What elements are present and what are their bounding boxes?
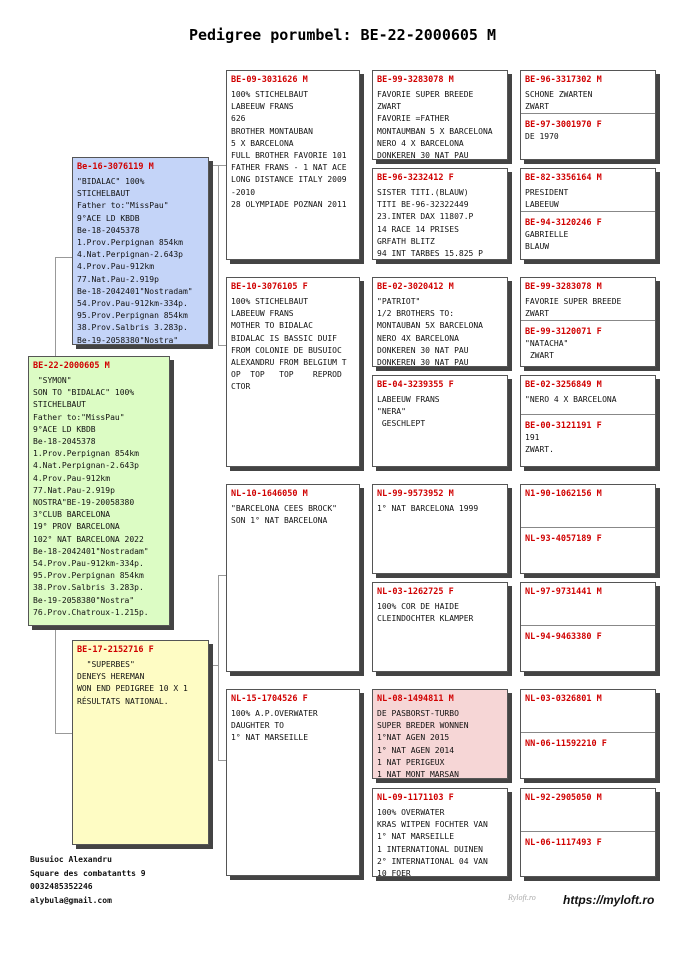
great-grandparent-notes	[373, 87, 507, 160]
great-grandparent-box[interactable]	[372, 689, 508, 779]
text-line: PRESIDENT	[525, 188, 569, 197]
text-line: "BARCELONA CEES BROCK"	[231, 504, 337, 513]
text-line: BIDALAC IS BASSIC DUIF	[231, 333, 337, 343]
text-line: CLEINDOCHTER KLAMPER	[377, 614, 474, 624]
dam-id: BE-17-2152716 F	[77, 645, 154, 655]
gen4-id: BE-82-3356164 M	[525, 173, 602, 183]
great-grandparent-notes	[373, 294, 507, 367]
grandparent-notes	[227, 294, 359, 396]
text-line: NERO 4X BARCELONA	[377, 333, 459, 343]
text-line: SON 1° NAT BARCELONA	[231, 516, 328, 526]
text-line: LABEEUW	[525, 200, 559, 210]
grandparent-box[interactable]	[226, 70, 360, 260]
text-line: DAUGHTER TO	[231, 721, 284, 731]
grandparent-box[interactable]	[226, 689, 360, 876]
text-line: "BIDALAC" 100%	[77, 177, 145, 186]
dam-box[interactable]	[72, 640, 209, 845]
text-line: KRAS WITPEN FOCHTER VAN	[377, 820, 488, 830]
text-line: "NERO 4 X BARCELONA	[525, 395, 617, 404]
text-line: Father to:"MissPau"	[77, 201, 169, 211]
text-line: 9°ACE LD KBDB	[77, 213, 140, 223]
text-line: DE PASBORST-TURBO	[377, 709, 459, 718]
gen4-pair-box[interactable]	[520, 689, 656, 779]
grandparent-id: NL-15-1704526 F	[231, 694, 308, 704]
great-grandparent-id: NL-09-1171103 F	[377, 793, 454, 803]
subject-notes	[29, 373, 169, 621]
text-line: FULL BROTHER FAVORIE 101	[231, 151, 347, 161]
signature: Ryloft.ro	[508, 893, 536, 902]
text-line: BLAUW	[525, 242, 550, 252]
grandparent-box[interactable]	[226, 484, 360, 672]
grandparent-id: BE-09-3031626 M	[231, 75, 308, 85]
gen4-notes	[521, 430, 558, 458]
gen4-notes	[521, 129, 563, 145]
text-line: 191	[525, 433, 540, 442]
gen4-id: N1-90-1062156 M	[525, 489, 602, 499]
gen4-id: NL-97-9731441 M	[525, 587, 602, 597]
text-line: 2° INTERNATIONAL 04 VAN	[377, 856, 488, 866]
text-line: "NERA"	[377, 407, 406, 417]
great-grandparent-id: BE-96-3232412 F	[377, 173, 454, 183]
text-line: 1° NAT BARCELONA 1999	[377, 504, 479, 513]
text-line: MOTHER TO BIDALAC	[231, 321, 313, 331]
text-line: 94 INT TARBES 15.825 P	[377, 249, 483, 259]
grandparent-id: NL-10-1646050 M	[231, 489, 308, 499]
text-line: LABEEUW FRANS	[231, 102, 294, 112]
text-line: 1° NAT AGEN 2014	[377, 745, 455, 755]
text-line: 76.Prov.Chatroux-1.215p.	[33, 607, 149, 617]
text-line: LONG DISTANCE ITALY 2009	[231, 175, 347, 185]
text-line: 4.Nat.Perpignan-2.643p	[33, 461, 139, 471]
text-line: 4.Prov.Pau-912km	[33, 473, 111, 483]
gen4-notes	[521, 392, 655, 408]
text-line: 626	[231, 114, 246, 124]
text-line: GABRIELLE	[525, 230, 569, 239]
text-line: 4.Prov.Pau-912km	[77, 262, 155, 272]
great-grandparent-notes	[373, 392, 507, 433]
text-line: MONTAUBAN 5X BARCELONA	[377, 321, 483, 331]
gen4-notes	[521, 227, 572, 255]
great-grandparent-id: NL-08-1494811 M	[377, 694, 454, 704]
text-line: DE 1970	[525, 132, 559, 141]
text-line: FAVORIE SUPER BREEDE	[377, 90, 474, 99]
text-line: SISTER TITI.(BLAUW)	[377, 188, 469, 197]
text-line: FAVORIE SUPER BREEDE	[525, 297, 622, 306]
text-line: FROM COLONIE DE BUSUIOC	[231, 345, 342, 355]
text-line: ZWART	[525, 102, 550, 112]
text-line: "PATRIOT"	[377, 297, 421, 306]
text-line: LABEEUW FRANS	[231, 309, 294, 319]
text-line: ALEXANDRU FROM BELGIUM T	[231, 358, 347, 368]
gen4-pair-box[interactable]	[520, 168, 656, 260]
gen4-pair-box[interactable]	[520, 277, 656, 367]
text-line: 54.Prov.Pau-912km-334p.	[33, 559, 144, 569]
text-line: 23.INTER DAX 11807.P	[377, 212, 474, 222]
great-grandparent-box[interactable]	[372, 277, 508, 367]
text-line: 10 FOER	[377, 869, 411, 877]
text-line: 1 NAT PERIGEUX	[377, 757, 445, 767]
text-line: 14 RACE 14 PRISES	[377, 224, 459, 234]
text-line: Busuioc Alexandru	[30, 855, 112, 864]
great-grandparent-id: BE-04-3239355 F	[377, 380, 454, 390]
text-line: "SUPERBES"	[77, 660, 135, 669]
text-line: "NATACHA"	[525, 339, 569, 348]
great-grandparent-notes	[373, 805, 507, 877]
text-line: Be-18-2045378	[77, 225, 140, 235]
gen4-id: BE-94-3120246 F	[525, 218, 602, 228]
gen4-id: NL-92-2905050 M	[525, 793, 602, 803]
great-grandparent-box[interactable]	[372, 70, 508, 160]
sire-box[interactable]	[72, 157, 209, 345]
text-line: ZWART	[525, 351, 554, 361]
text-line: alybula@gmail.com	[30, 895, 112, 905]
text-line: 1° NAT MARSEILLE	[377, 832, 455, 842]
great-grandparent-id: NL-99-9573952 M	[377, 489, 454, 499]
great-grandparent-box[interactable]	[372, 375, 508, 467]
subject-box[interactable]	[28, 356, 170, 626]
text-line: 1.Prov.Perpignan 854km	[77, 238, 183, 248]
great-grandparent-notes	[373, 599, 507, 627]
grandparent-box[interactable]	[226, 277, 360, 467]
great-grandparent-box[interactable]	[372, 582, 508, 672]
text-line: CTOR	[231, 382, 251, 392]
text-line: 4.Nat.Perpignan-2.643p	[77, 250, 183, 260]
grandparent-notes	[227, 706, 359, 747]
grandparent-id: BE-10-3076105 F	[231, 282, 308, 292]
gen4-id: NL-94-9463380 F	[525, 632, 602, 642]
gen4-notes	[521, 336, 572, 364]
great-grandparent-notes	[373, 501, 507, 517]
text-line: 77.Nat.Pau-2.919p	[33, 485, 115, 495]
text-line: 5 X BARCELONA	[231, 138, 294, 148]
gen4-pair-box[interactable]	[520, 582, 656, 672]
text-line: Be-18-2042401"Nostradam"	[33, 546, 149, 556]
text-line: DONKEREN 30 NAT PAU	[377, 151, 469, 160]
text-line: 1°NAT AGEN 2015	[377, 733, 450, 743]
great-grandparent-id: BE-02-3020412 M	[377, 282, 454, 292]
text-line: NOSTRA"BE-19-20058380	[33, 498, 135, 508]
text-line: 100% OVERWATER	[377, 808, 445, 817]
text-line: 100% STICHELBAUT	[231, 297, 309, 306]
text-line: SUPER BREDER WONNEN	[377, 721, 469, 731]
text-line: TITI BE-96-32322449	[377, 200, 469, 210]
text-line: OP TOP TOP REPROD	[231, 370, 342, 380]
gen4-id: NL-93-4057189 F	[525, 534, 602, 544]
text-line: 1 INTERNATIONAL DUINEN	[377, 844, 483, 854]
gen4-id: NL-06-1117493 F	[525, 838, 602, 848]
text-line: ZWART.	[525, 445, 554, 455]
text-line: 1/2 BROTHERS TO:	[377, 309, 455, 319]
grandparent-notes	[227, 501, 359, 529]
text-line: WON END PEDIGREE 10 X 1	[77, 684, 188, 694]
gen4-id: NL-03-0326801 M	[525, 694, 602, 704]
text-line: BROTHER MONTAUBAN	[231, 126, 313, 136]
text-line: Be-19-2058380"Nostra"	[33, 595, 135, 605]
text-line: DENEYS HEREMAN	[77, 672, 145, 682]
gen4-id: BE-99-3283078 M	[525, 282, 602, 292]
great-grandparent-box[interactable]	[372, 168, 508, 260]
text-line: ZWART	[377, 102, 402, 112]
text-line: 100% STICHELBAUT	[231, 90, 309, 99]
text-line: 54.Prov.Pau-912km-334p.	[77, 299, 188, 309]
text-line: DONKEREN 30 NAT PAU	[377, 358, 469, 367]
text-line: Be-18-2042401"Nostradam"	[77, 286, 193, 296]
great-grandparent-box[interactable]	[372, 484, 508, 574]
text-line: SCHONE ZWARTEN	[525, 90, 593, 99]
text-line: GESCHLEPT	[377, 419, 426, 429]
text-line: 38.Prov.Salbris 3.283p.	[33, 583, 144, 593]
text-line: 77.Nat.Pau-2.919p	[77, 274, 159, 284]
text-line: 9°ACE LD KBDB	[33, 424, 96, 434]
sire-id: Be-16-3076119 M	[77, 162, 154, 172]
text-line: Be-19-2058380"Nostra"	[77, 335, 179, 345]
text-line: MONTAUMBAN 5 X BARCELONA	[377, 126, 493, 136]
text-line: RÉSULTATS NATIONAL.	[77, 696, 169, 706]
text-line: FATHER FRANS - 1 NAT ACE	[231, 163, 347, 173]
gen4-notes	[521, 294, 655, 322]
text-line: DONKEREN 30 NAT PAU	[377, 345, 469, 355]
text-line: Square des combatantts 9	[30, 868, 146, 878]
text-line: Be-18-2045378	[33, 437, 96, 447]
subject-id: BE-22-2000605 M	[33, 361, 110, 371]
page-title: Pedigree porumbel: BE-22-2000605 M	[188, 26, 497, 44]
text-line: STICHELBAUT	[33, 400, 86, 410]
text-line: 1.Prov.Perpignan 854km	[33, 449, 139, 459]
text-line: 3°CLUB BARCELONA	[33, 510, 111, 520]
text-line: 102° NAT BARCELONA 2022	[33, 534, 144, 544]
text-line: NERO 4 X BARCELONA	[377, 138, 464, 148]
text-line: SON TO "BIDALAC" 100%	[33, 388, 135, 398]
text-line: -2010	[231, 187, 256, 197]
gen4-pair-box[interactable]	[520, 788, 656, 877]
text-line: ZWART	[525, 309, 550, 319]
text-line: Father to:"MissPau"	[33, 412, 125, 422]
text-line: 28 OLYMPIADE POZNAN 2011	[231, 199, 347, 209]
great-grandparent-notes	[373, 185, 507, 260]
text-line: STICHELBAUT	[77, 189, 130, 199]
text-line: LABEEUW FRANS	[377, 395, 440, 404]
text-line: 38.Prov.Salbris 3.283p.	[77, 323, 188, 333]
gen4-id: BE-00-3121191 F	[525, 421, 602, 431]
great-grandparent-notes	[373, 706, 507, 779]
breeder-contact	[30, 853, 146, 907]
text-line: 1° NAT MARSEILLE	[231, 733, 309, 743]
text-line: 100% COR DE HAIDE	[377, 602, 459, 611]
gen4-id: NN-06-11592210 F	[525, 739, 607, 749]
text-line: FAVORIE =FATHER	[377, 114, 450, 124]
gen4-pair-box[interactable]	[520, 484, 656, 574]
great-grandparent-id: BE-99-3283078 M	[377, 75, 454, 85]
dam-notes	[73, 657, 208, 710]
gen4-notes	[521, 87, 655, 115]
text-line: 19° PROV BARCELONA	[33, 522, 120, 532]
text-line: 95.Prov.Perpignan 854km	[77, 311, 188, 321]
gen4-id: BE-96-3317302 M	[525, 75, 602, 85]
text-line: 95.Prov.Perpignan 854km	[33, 571, 144, 581]
gen4-id: BE-02-3256849 M	[525, 380, 602, 390]
text-line: "SYMON"	[33, 376, 72, 385]
text-line: 100% A.P.OVERWATER	[231, 709, 318, 718]
great-grandparent-box[interactable]	[372, 788, 508, 877]
sire-notes	[73, 174, 208, 345]
gen4-pair-box[interactable]	[520, 375, 656, 467]
gen4-pair-box[interactable]	[520, 70, 656, 160]
grandparent-notes	[227, 87, 359, 213]
website-link[interactable]: https://myloft.ro	[563, 893, 655, 907]
text-line: 0032485352246	[30, 882, 93, 891]
great-grandparent-id: NL-03-1262725 F	[377, 587, 454, 597]
gen4-id: BE-99-3120071 F	[525, 327, 602, 337]
gen4-id: BE-97-3001970 F	[525, 120, 602, 130]
gen4-notes	[521, 185, 655, 213]
text-line: GRFATH BLITZ	[377, 236, 435, 246]
text-line: 1 NAT MONT MARSAN	[377, 770, 459, 779]
